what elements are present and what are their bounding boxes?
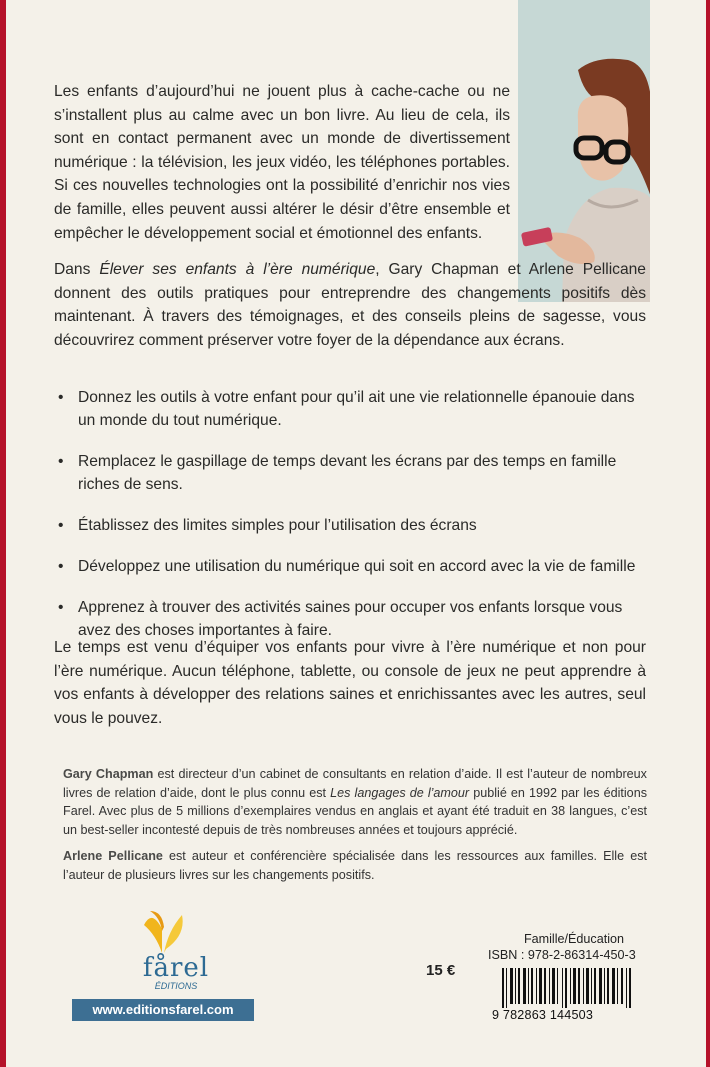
author-name: Arlene Pellicane — [63, 849, 163, 864]
author-bio-text: est auteur et conférencière spécialisée dans les ressources aux familles. Elle est l’auteur de plusieurs livres sur les changements positifs. — [63, 849, 647, 882]
publisher-brand: fårel — [142, 953, 210, 983]
publisher-website-link[interactable]: www.editionsfarel.com — [72, 999, 254, 1021]
author-bio-1 — [63, 765, 647, 839]
list-item — [56, 386, 650, 432]
list-item-text: Développez une utilisation du numérique qui soit en accord avec la vie de famille — [78, 558, 636, 575]
category-label: Famille/Éducation — [523, 932, 625, 946]
intro-paragraph-2-prefix: Dans — [54, 261, 100, 279]
bullet-icon: • — [58, 599, 64, 616]
butterfly-icon — [142, 905, 184, 955]
intro-text — [54, 80, 646, 366]
isbn-label: ISBN : 978-2-86314-450-3 — [488, 948, 636, 962]
benefit-list — [56, 386, 650, 660]
publisher-sub: ÉDITIONS — [154, 981, 198, 991]
list-item-text: Remplacez le gaspillage de temps devant les écrans par des temps en famille riches de sens. — [78, 453, 617, 493]
isbn-barcode-block — [482, 932, 652, 1022]
bullet-icon: • — [58, 453, 64, 470]
list-item-text: Donnez les outils à votre enfant pour qu’il ait une vie relationnelle épanouie dans un monde du tout numérique. — [78, 389, 635, 429]
list-item-text: Apprenez à trouver des activités saines pour occuper vos enfants lorsque vous avez des choses importantes à faire. — [78, 599, 623, 639]
author-bio-2 — [63, 847, 647, 884]
book-back-cover — [6, 0, 706, 1067]
list-item — [56, 555, 650, 578]
bullet-icon: • — [58, 558, 64, 575]
author-bios — [63, 765, 647, 893]
price-label: 15 € — [426, 962, 456, 979]
book-title: Élever ses enfants à l’ère numérique — [99, 261, 376, 279]
author-bio-text: publié en 1992 par les éditions Farel. Avec plus de 5 millions d’exemplaires vendus en anglais et ayant été traduit en 38 langues, c’est un best-seller incontesté depuis de très nombreuses années et toujours apprécié. — [63, 785, 647, 837]
intro-paragraph-1: Les enfants d’aujourd’hui ne jouent plus à cache-cache ou ne s’installent plus au calme avec un bon livre. Au lieu de cela, ils sont en contact permanent avec un monde de divertissement numérique : la télévision, les jeux vidéo, les téléphones portables. Si ces nouvelles technologies ont la possibilité d’enrichir nos vies de famille, elles peuvent aussi altérer le désir d’être ensemble et empêcher le développement social et émotionnel des enfants. — [54, 83, 510, 242]
barcode-icon — [502, 968, 632, 1008]
author-name: Gary Chapman — [63, 767, 154, 781]
publisher-logo — [72, 905, 254, 1020]
intro-paragraph-2 — [54, 258, 646, 352]
bullet-icon: • — [58, 389, 64, 406]
list-item — [56, 450, 650, 496]
author-bio-text: est directeur d’un cabinet de consultants en relation d’aide. Il est l’auteur de nombreux livres de relation d’aide, dont le plus connu est — [63, 767, 647, 800]
intro-paragraph-2-rest: , Gary Chapman et Arlene Pellicane donnent des outils pratiques pour entreprendre des changements positifs dès maintenant. À travers des témoignages, et des conseils pleins de sagesse, vous découvrirez comment préserver votre foyer de la dépendance aux écrans. — [54, 261, 646, 349]
closing-paragraph: Le temps est venu d’équiper vos enfants pour vivre à l’ère numérique et non pour l’ère numérique. Aucun téléphone, tablette, ou console de jeux ne peut apprendre à vos enfants à développer des relations saines et enrichissantes avec les autres, seul vous le pouvez. — [54, 639, 646, 727]
list-item-text: Établissez des limites simples pour l’utilisation des écrans — [78, 517, 477, 534]
author-book-title: Les langages de l’amour — [330, 785, 470, 800]
barcode-digits: 9 782863 144503 — [492, 1008, 594, 1022]
bullet-icon: • — [58, 517, 64, 534]
list-item — [56, 514, 650, 537]
